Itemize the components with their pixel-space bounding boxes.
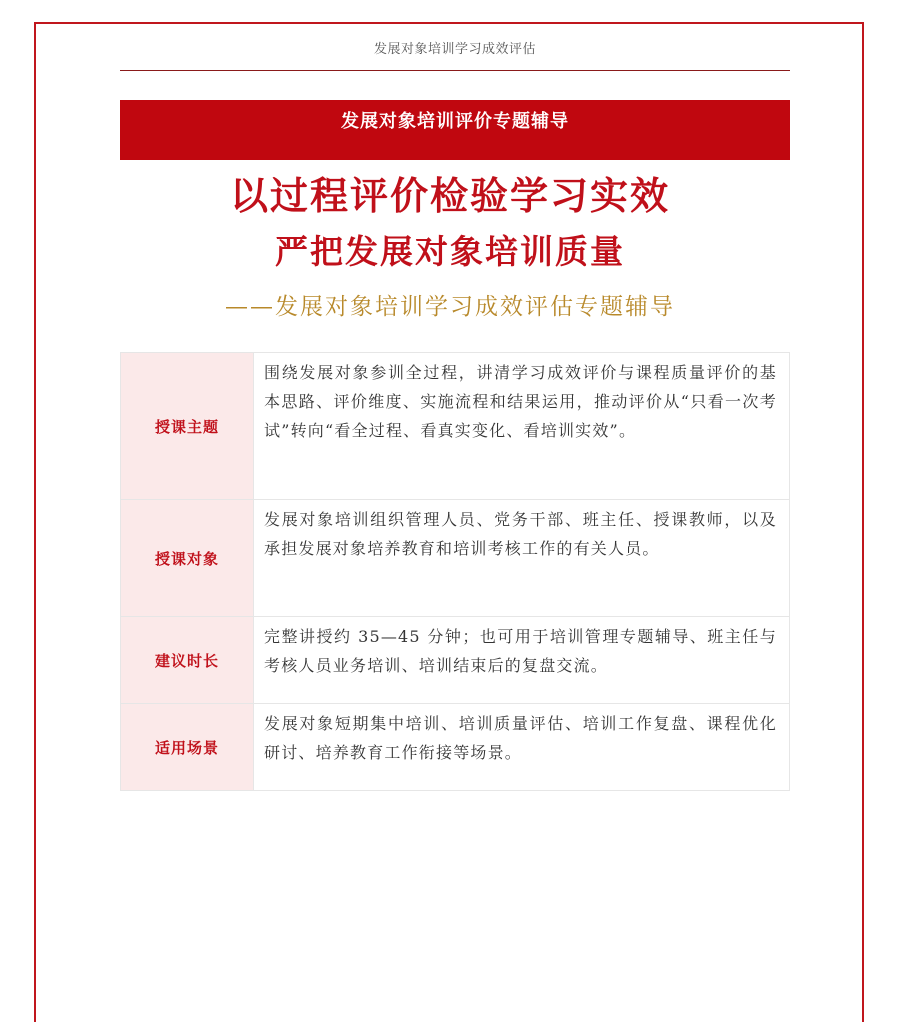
info-table	[120, 352, 790, 791]
table-row-topic	[121, 353, 790, 500]
table-row-duration	[121, 617, 790, 704]
main-title-line2: 严把发展对象培训质量	[275, 232, 625, 271]
row-label: 授课对象	[121, 500, 254, 617]
main-title-line1: 以过程评价检验学习实效	[229, 174, 670, 218]
table-row-audience	[121, 500, 790, 617]
row-label: 适用场景	[121, 704, 254, 791]
subtitle: ——发展对象培训学习成效评估专题辅导	[225, 294, 675, 320]
running-header: 发展对象培训学习成效评估	[373, 42, 536, 57]
table-row-scenarios	[121, 704, 790, 791]
row-label: 建议时长	[121, 617, 254, 704]
row-value: 发展对象培训组织管理人员、党务干部、班主任、授课教师，以及承担发展对象培养教育和培训考核工作的有关人员。	[254, 500, 790, 617]
section-banner: 发展对象培训评价专题辅导	[120, 100, 790, 160]
row-value: 围绕发展对象参训全过程，讲清学习成效评价与课程质量评价的基本思路、评价维度、实施流程和结果运用，推动评价从“只看一次考试”转向“看全过程、看真实变化、看培训实效”。	[254, 353, 790, 500]
row-value: 完整讲授约 35—45 分钟；也可用于培训管理专题辅导、班主任与考核人员业务培训、培训结束后的复盘交流。	[254, 617, 790, 704]
row-value: 发展对象短期集中培训、培训质量评估、培训工作复盘、课程优化研讨、培养教育工作衔接等场景。	[254, 704, 790, 791]
header-rule	[120, 70, 790, 71]
row-label: 授课主题	[121, 353, 254, 500]
